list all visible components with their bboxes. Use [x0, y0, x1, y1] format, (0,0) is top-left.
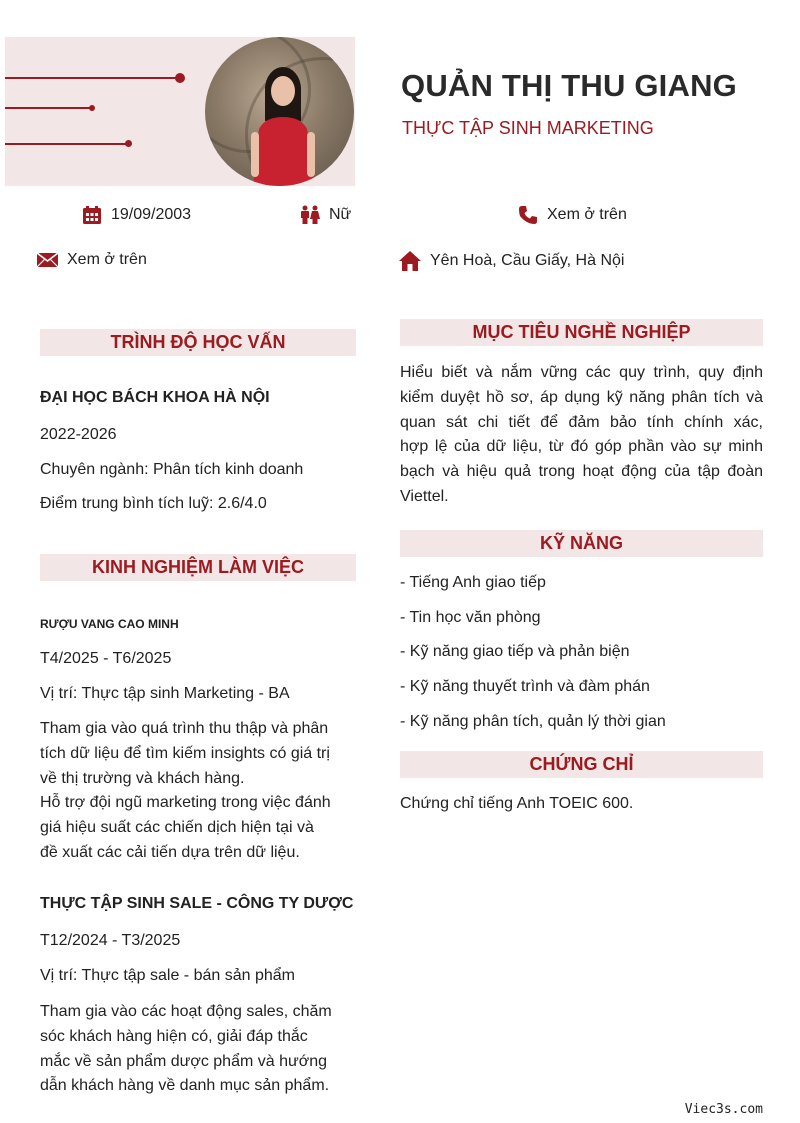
decorative-line: [5, 77, 180, 79]
skill-item: - Kỹ năng phân tích, quản lý thời gian: [400, 713, 666, 730]
description-line: Tham gia vào quá trình thu thập và phân: [40, 720, 329, 737]
phone-value: Xem ở trên: [547, 206, 627, 223]
description-line: tích dữ liệu để tìm kiếm insights có giá trị: [40, 744, 330, 762]
objective-text: [400, 361, 763, 510]
objective-line: bạch và hiệu quả trong hoạt động của tập đoàn: [400, 463, 763, 481]
job-company: RƯỢU VANG CAO MINH: [40, 617, 179, 631]
education-heading: TRÌNH ĐỘ HỌC VẤN: [40, 329, 356, 356]
education-school: ĐẠI HỌC BÁCH KHOA HÀ NỘI: [40, 389, 270, 406]
objective-line: kiểm duyệt hồ sơ, áp dụng kỹ năng phân tích và: [400, 388, 763, 406]
education-gpa: Điểm trung bình tích luỹ: 2.6/4.0: [40, 495, 267, 512]
job-period: T12/2024 - T3/2025: [40, 932, 181, 949]
job-position: Vị trí: Thực tập sinh Marketing - BA: [40, 685, 290, 702]
objective-line: quan sát chi tiết để đảm bảo tính chính xác,: [400, 413, 763, 431]
objective-line: Viettel.: [400, 487, 449, 505]
job-description: [40, 1000, 360, 1099]
phone-icon: [518, 205, 538, 225]
contact-email: [37, 251, 147, 269]
avatar: [205, 37, 354, 186]
description-line: sóc khách hàng hiện có, giải đáp thắc: [40, 1027, 308, 1045]
decorative-dot: [175, 73, 185, 83]
skills-heading: KỸ NĂNG: [400, 530, 763, 557]
gender-value: Nữ: [329, 206, 352, 223]
contact-phone: [518, 205, 627, 225]
mail-icon: [37, 252, 58, 268]
description-line: dẫn khách hàng về danh mục sản phẩm.: [40, 1077, 330, 1095]
job-position: Vị trí: Thực tập sale - bán sản phẩm: [40, 967, 295, 984]
job-period: T4/2025 - T6/2025: [40, 650, 172, 667]
contact-gender: [300, 205, 351, 225]
description-line: giá hiệu suất các chiến dịch hiện tại và: [40, 819, 314, 837]
profile-title: THỰC TẬP SINH MARKETING: [402, 118, 654, 138]
decorative-line: [5, 107, 92, 109]
birthday-value: 19/09/2003: [111, 206, 192, 223]
description-line: Hỗ trợ đội ngũ marketing trong việc đánh: [40, 794, 331, 812]
certificate-item: Chứng chỉ tiếng Anh TOEIC 600.: [400, 795, 634, 812]
footer-brand: Viec3s.com: [684, 1102, 763, 1117]
calendar-icon: [82, 205, 102, 225]
profile-name: QUẢN THỊ THU GIANG: [401, 68, 737, 103]
home-icon: [399, 251, 421, 271]
job-company: THỰC TẬP SINH SALE - CÔNG TY DƯỢC: [40, 895, 354, 912]
gender-icon: [300, 205, 320, 225]
skill-item: - Tiếng Anh giao tiếp: [400, 574, 546, 591]
experience-heading: KINH NGHIỆM LÀM VIỆC: [40, 554, 356, 581]
objective-line: Hiểu biết và nắm vững các quy trình, quy định: [400, 364, 763, 381]
decorative-line: [5, 143, 130, 145]
education-major: Chuyên ngành: Phân tích kinh doanh: [40, 461, 304, 478]
decorative-dot: [125, 140, 132, 147]
contact-address: [399, 251, 624, 271]
skill-item: - Kỹ năng thuyết trình và đàm phán: [400, 678, 650, 695]
description-line: Tham gia vào các hoạt động sales, chăm: [40, 1003, 332, 1020]
address-value: Yên Hoà, Cầu Giấy, Hà Nội: [430, 252, 625, 269]
objective-line: hợp lệ của dữ liệu, từ đó góp phần vào sự minh: [400, 438, 763, 456]
description-line: mắc về sản phẩm dược phẩm và hướng: [40, 1052, 327, 1070]
skill-item: - Kỹ năng giao tiếp và phản biện: [400, 643, 630, 660]
description-line: về thị trường và khách hàng.: [40, 769, 245, 787]
skill-item: - Tin học văn phòng: [400, 609, 541, 626]
email-value: Xem ở trên: [67, 251, 147, 268]
certificates-heading: CHỨNG CHỈ: [400, 751, 763, 778]
contact-birthday: [82, 205, 191, 225]
description-line: đề xuất các cải tiến dựa trên dữ liệu.: [40, 843, 300, 861]
education-period: 2022-2026: [40, 426, 117, 443]
decorative-dot: [89, 105, 95, 111]
objective-heading: MỤC TIÊU NGHỀ NGHIỆP: [400, 319, 763, 346]
job-description: [40, 717, 360, 866]
